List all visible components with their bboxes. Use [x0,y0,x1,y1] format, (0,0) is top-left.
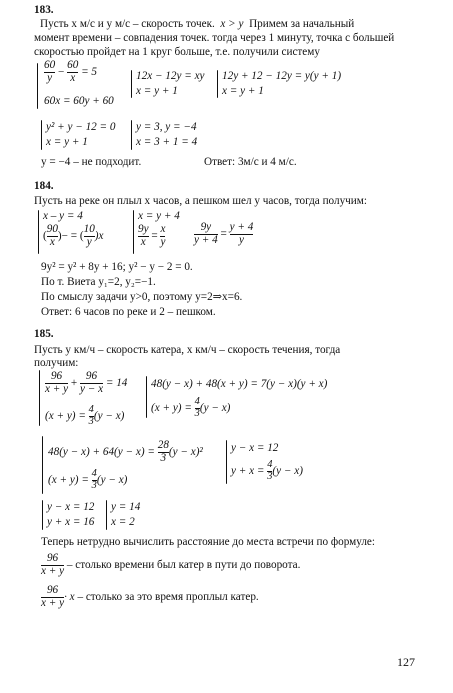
formula-185-distance: $\frac{96}{x + y}$ · x – столько за это время проплыл катер. [41,584,259,609]
system-185-2-row2: (x + y) = $\frac{4}{3}$ (y − x) [151,396,231,419]
problem-185-number: 185. [34,328,54,340]
system-184-1-row1: x – y = 4 [43,210,83,222]
system-185-1-row2: (x + y) = $\frac{4}{3}$ (y − x) [45,404,125,427]
system-185-4-row2: y + x = $\frac{4}{3}$ (y − x) [231,459,303,482]
system-brace [106,500,107,530]
problem-184-number: 184. [34,180,54,192]
system-brace [39,370,40,426]
problem-183-text-line2: момент времени – совпадения точек. тогда через 1 минуту, точка с большей [34,32,395,44]
system-183-1-row2: 60x = 60y + 60 [44,95,114,107]
system-183-3-row1: 12y + 12 − 12y = y(y + 1) [222,70,342,82]
system-183-5-row2: x = 3 + 1 = 4 [136,136,198,148]
system-brace [131,70,132,98]
formula-185-time: $\frac{96}{x + y}$ – столько времени был катер в пути до поворота. [41,552,301,577]
system-brace [41,120,42,150]
problem-183-text-line3: скоростью пройдет на 1 круг больше, т.е. получили систему [34,46,320,58]
system-brace [133,210,134,254]
system-brace [226,440,227,484]
system-184-1-row2: ( $\frac{90}{x}$ )− = ( $\frac{10}{y}$ )x [43,223,104,248]
problem-185-text-line3: Теперь нетрудно вычислить расстояние до места встречи по формуле: [41,536,375,548]
system-brace [38,210,39,254]
problem-185-text-line2: получим: [34,357,79,369]
system-185-3-row2: (x + y) = $\frac{4}{3}$ (y − x) [48,468,128,491]
system-185-1-row1: $\frac{96}{x + y}$ + $\frac{96}{y - x}$ = 14 [45,370,128,395]
system-brace [217,70,218,98]
problem-184-text-line5: Ответ: 6 часов по реке и 2 – пешком. [41,306,216,318]
problem-183-text-line1: Пусть х м/с и у м/с – скорость точек. x > y Примем за начальный [40,18,355,30]
system-185-6-row1: y = 14 [111,501,141,513]
system-183-4-row1: y² + y − 12 = 0 [46,121,116,133]
system-183-3-row2: x = y + 1 [222,85,264,97]
system-183-4-row2: x = y + 1 [46,136,88,148]
system-brace [146,376,147,418]
system-184-2-row1: x = y + 4 [138,210,180,222]
system-183-1-row1: $\frac{60}{y}$ − $\frac{60}{x}$ = 5 [44,59,98,84]
system-185-5-row2: y + x = 16 [47,516,95,528]
system-183-2-row2: x = y + 1 [136,85,178,97]
problem-184-text-line4: По смыслу задачи y>0, поэтому y=2⇒x=6. [41,291,243,303]
problem-184-text-line1: Пусть на реке он плыл х часов, а пешком шел у часов, тогда получим: [34,195,367,207]
problem-183-number: 183. [34,4,54,16]
system-185-5-row1: y − x = 12 [47,501,95,513]
problem-183-reject: y = −4 – не подходит. [41,156,142,168]
problem-183-answer: Ответ: 3м/с и 4 м/с. [204,156,297,168]
system-brace [42,500,43,530]
system-185-3-row1: 48(y − x) + 64(y − x) = $\frac{28}{3}$ (y − x)² [48,439,203,464]
problem-184-text-line2: 9y² = y² + 8y + 16; y² − y − 2 = 0. [41,261,193,273]
system-183-2-row1: 12x − 12y = xy [136,70,205,82]
equation-184-3: $\frac{9y}{y + 4}$ = $\frac{y + 4}{y}$ [194,221,254,246]
page-number: 127 [397,655,415,669]
system-brace [42,436,43,494]
system-183-5-row1: y = 3, y = −4 [136,121,197,133]
problem-184-text-line3: По т. Виета y₁=2, y₂=−1. [41,276,156,288]
system-185-6-row2: x = 2 [111,516,135,528]
system-brace [131,120,132,150]
system-brace [37,63,38,109]
system-184-2-row2: $\frac{9y}{x}$ = $\frac{x}{y}$ [138,223,166,248]
problem-185-text-line1: Пусть у км/ч – скорость катера, х км/ч – скорость течения, тогда [34,344,341,356]
system-185-4-row1: y − x = 12 [231,442,279,454]
system-185-2-row1: 48(y − x) + 48(x + y) = 7(y − x)(y + x) [151,378,328,390]
